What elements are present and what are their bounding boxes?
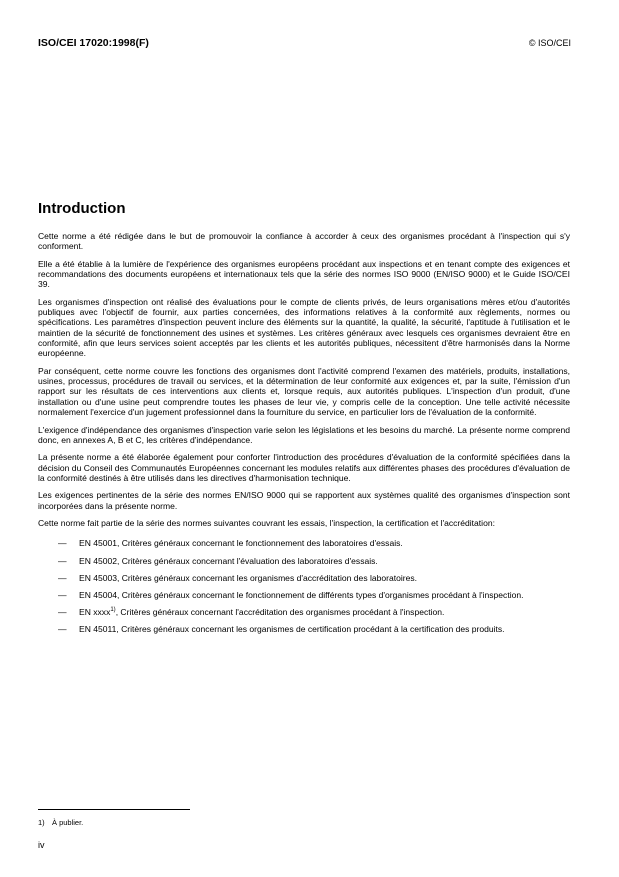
list-item [38,607,570,617]
list-item [38,538,570,548]
standard-description: , Critères généraux concernant le fonctionnement de différents types d'organismes procédant à l'inspection. [117,589,524,600]
footnote-marker: 1) [110,606,116,613]
standard-ref: EN 45002 [79,555,118,566]
standard-description: , Critères généraux concernant l'évaluation des laboratoires d'essais. [117,555,378,566]
standard-ref: EN 45003 [79,572,118,583]
standard-description: , Critères généraux concernant l'accréditation des organismes procédant à l'inspection. [115,606,445,617]
standard-description: , Critères généraux concernant les organismes d'accréditation des laboratoires. [117,572,417,583]
footnote-text: À publier. [52,818,84,827]
standard-id: ISO/CEI 17020:1998(F) [38,37,149,49]
standard-ref: EN 45001 [79,538,118,549]
dash-bullet: — [58,572,67,583]
paragraph-8: Cette norme fait partie de la série des normes suivantes couvrant les essais, l'inspection, la certification et l'accréditation: [38,518,495,529]
standard-ref: EN xxxx [79,606,111,617]
paragraph-3: Les organismes d'inspection ont réalisé des évaluations pour le compte de clients privés, de leurs organisations mères et/ou d'autorités publiques avec l'objectif de fournir, aux parties concernées, des informations relatives à la conformité aux règlements, normes ou spécifications. Les paramètres d'inspection peuvent inclure des éléments sur la quantité, la qualité, la sécurité, l'aptitude à l'utilisation et le maintien de la sécurité de fonctionnement des usines et systèmes. Les critères généraux avec lesquels ces organismes devraient être en conformité, afin que leurs services soient acceptés par les clients et les autorités publiques, nécessitent d'être harmonisés dans la Norme européenne. [38,296,570,359]
list-item [38,624,570,634]
list-item [38,573,570,583]
copyright-notice: © ISO/CEI [528,38,571,48]
footnote-number: 1) [38,818,45,827]
dash-bullet: — [58,538,67,549]
dash-bullet: — [58,623,67,634]
standards-list [38,538,570,634]
dash-bullet: — [58,555,67,566]
standard-ref: EN 45011 [79,623,117,634]
standard-ref: EN 45004 [79,589,118,600]
paragraph-1: Cette norme a été rédigée dans le but de promouvoir la confiance à accorder à ceux des organismes procédant à l'inspection qui s'y conforment. [38,231,570,252]
page-title: Introduction [38,200,126,217]
footnote [38,818,83,827]
dash-bullet: — [58,606,67,617]
paragraph-2: Elle a été établie à la lumière de l'expérience des organismes européens procédant aux inspections et en tenant compte des exigences et recommandations des documents européens et internationaux tels que la série des normes ISO 9000 (EN/ISO 9000) et le Guide ISO/CEI 39. [38,258,570,290]
dash-bullet: — [58,589,67,600]
list-item [38,590,570,600]
list-item [38,556,570,566]
paragraph-7: Les exigences pertinentes de la série des normes EN/ISO 9000 qui se rapportent aux systèmes qualité des organismes d'inspection sont incorporées dans la présente norme. [38,490,570,511]
paragraph-4: Par conséquent, cette norme couvre les fonctions des organismes dont l'activité comprend l'examen des matériels, produits, installations, usines, processus, procédures de travail ou services, et la détermination de leur conformité aux exigences et, par la suite, l'émission d'un rapport sur les résultats de ces interventions aux clients et, lorsque requis, aux autorités publiques. L'inspection d'un produit, d'une installation ou d'une usine peut comprendre toutes les phases de leur vie, y compris celle de la conception. Une telle activité nécessite normalement l'exercice d'un jugement professionnel dans la fourniture du service, en particulier lors de l'évaluation de la conformité. [38,365,570,418]
standard-description: , Critères généraux concernant les organismes de certification procédant à la certification des produits. [116,623,505,634]
document-body [38,231,570,641]
footnote-divider [38,809,190,810]
page-number: iv [38,840,45,850]
paragraph-5: L'exigence d'indépendance des organismes d'inspection varie selon les législations et les besoins du marché. La présente norme comprend donc, en annexes A, B et C, les critères d'indépendance. [38,424,570,445]
standard-description: , Critères généraux concernant le fonctionnement des laboratoires d'essais. [117,538,403,549]
paragraph-6: La présente norme a été élaborée également pour conforter l'introduction des procédures d'évaluation de la conformité spécifiées dans la décision du Conseil des Communautés Européennes concernant les modules relatifs aux différentes phases des procédures d'évaluation de la conformité destinés à être utilisés dans les directives d'harmonisation technique. [38,452,570,483]
